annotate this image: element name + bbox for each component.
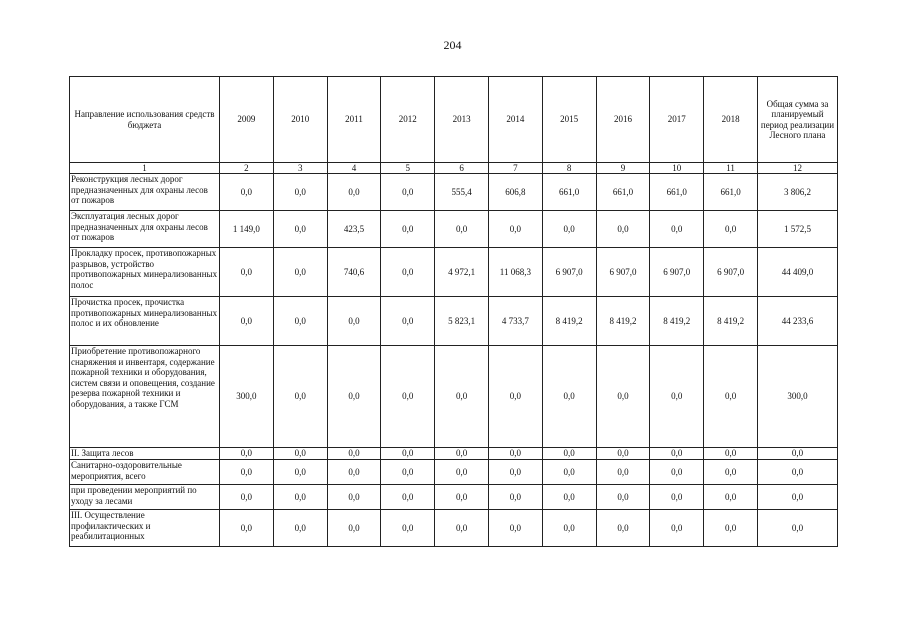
year-value-cell: 0,0: [273, 346, 327, 448]
year-value-cell: 0,0: [542, 346, 596, 448]
column-header-direction: Направление использования средств бюджета: [70, 77, 220, 163]
column-header-year: 2016: [596, 77, 650, 163]
column-number: 9: [596, 163, 650, 174]
row-direction-label: Санитарно-оздоровительные мероприятия, всего: [70, 460, 220, 485]
row-direction-label: при проведении мероприятий по уходу за лесами: [70, 485, 220, 510]
year-value-cell: 0,0: [488, 448, 542, 460]
column-header-year: 2009: [220, 77, 274, 163]
year-value-cell: 0,0: [435, 485, 489, 510]
year-value-cell: 8 419,2: [596, 297, 650, 346]
year-value-cell: 0,0: [220, 510, 274, 547]
year-value-cell: 4 733,7: [488, 297, 542, 346]
year-value-cell: 0,0: [327, 448, 381, 460]
total-cell: 1 572,5: [757, 211, 837, 248]
year-value-cell: 0,0: [273, 448, 327, 460]
year-value-cell: 0,0: [327, 485, 381, 510]
year-value-cell: 0,0: [704, 211, 758, 248]
total-cell: 44 233,6: [757, 297, 837, 346]
year-value-cell: 0,0: [435, 448, 489, 460]
year-value-cell: 0,0: [273, 485, 327, 510]
table-row: [70, 346, 838, 448]
year-value-cell: 555,4: [435, 174, 489, 211]
column-number: 12: [757, 163, 837, 174]
year-value-cell: 0,0: [327, 346, 381, 448]
total-cell: 44 409,0: [757, 248, 837, 297]
year-value-cell: 0,0: [704, 460, 758, 485]
table-row: [70, 485, 838, 510]
header-row: [70, 77, 838, 163]
total-cell: 0,0: [757, 485, 837, 510]
column-header-year: 2013: [435, 77, 489, 163]
table-row: [70, 510, 838, 547]
year-value-cell: 0,0: [381, 460, 435, 485]
column-header-year: 2011: [327, 77, 381, 163]
row-direction-label: Реконструкция лесных дорог предназначенных для охраны лесов от пожаров: [70, 174, 220, 211]
year-value-cell: 0,0: [327, 174, 381, 211]
year-value-cell: 0,0: [488, 460, 542, 485]
total-cell: 3 806,2: [757, 174, 837, 211]
column-number: 5: [381, 163, 435, 174]
year-value-cell: 0,0: [220, 460, 274, 485]
year-value-cell: 0,0: [381, 346, 435, 448]
year-value-cell: 661,0: [596, 174, 650, 211]
column-number: 4: [327, 163, 381, 174]
year-value-cell: 740,6: [327, 248, 381, 297]
year-value-cell: 0,0: [488, 485, 542, 510]
year-value-cell: 0,0: [488, 346, 542, 448]
table-row: [70, 211, 838, 248]
year-value-cell: 0,0: [596, 460, 650, 485]
year-value-cell: 0,0: [220, 485, 274, 510]
column-number: 7: [488, 163, 542, 174]
year-value-cell: 0,0: [542, 460, 596, 485]
year-value-cell: 0,0: [435, 346, 489, 448]
year-value-cell: 0,0: [273, 297, 327, 346]
column-number: 8: [542, 163, 596, 174]
year-value-cell: 6 907,0: [542, 248, 596, 297]
column-header-year: 2017: [650, 77, 704, 163]
column-header-year: 2015: [542, 77, 596, 163]
row-direction-label: III. Осуществление профилактических и реабилитационных: [70, 510, 220, 547]
year-value-cell: 0,0: [220, 174, 274, 211]
year-value-cell: 0,0: [650, 510, 704, 547]
year-value-cell: 0,0: [596, 346, 650, 448]
year-value-cell: 5 823,1: [435, 297, 489, 346]
row-direction-label: Прокладку просек, противопожарных разрывов, устройство противопожарных минерализованных полос: [70, 248, 220, 297]
year-value-cell: 0,0: [435, 510, 489, 547]
year-value-cell: 0,0: [220, 248, 274, 297]
year-value-cell: 0,0: [327, 460, 381, 485]
year-value-cell: 0,0: [381, 248, 435, 297]
year-value-cell: 0,0: [650, 485, 704, 510]
table-row: [70, 460, 838, 485]
year-value-cell: 0,0: [435, 211, 489, 248]
column-number: 2: [220, 163, 274, 174]
year-value-cell: 661,0: [704, 174, 758, 211]
year-value-cell: 0,0: [542, 448, 596, 460]
year-value-cell: 8 419,2: [704, 297, 758, 346]
year-value-cell: 0,0: [273, 248, 327, 297]
year-value-cell: 0,0: [220, 448, 274, 460]
column-number: 10: [650, 163, 704, 174]
year-value-cell: 0,0: [704, 510, 758, 547]
year-value-cell: 0,0: [650, 448, 704, 460]
year-value-cell: 0,0: [542, 485, 596, 510]
row-direction-label: Прочистка просек, прочистка противопожарных минерализованных полос и их обновление: [70, 297, 220, 346]
row-direction-label: II. Защита лесов: [70, 448, 220, 460]
column-header-year: 2018: [704, 77, 758, 163]
year-value-cell: 0,0: [273, 460, 327, 485]
year-value-cell: 0,0: [273, 510, 327, 547]
column-number: 11: [704, 163, 758, 174]
column-number: 6: [435, 163, 489, 174]
total-cell: 0,0: [757, 460, 837, 485]
year-value-cell: 1 149,0: [220, 211, 274, 248]
total-cell: 300,0: [757, 346, 837, 448]
table-row: [70, 448, 838, 460]
year-value-cell: 661,0: [542, 174, 596, 211]
year-value-cell: 423,5: [327, 211, 381, 248]
column-header-total: Общая сумма за планируемый период реализации Лесного плана: [757, 77, 837, 163]
column-header-year: 2010: [273, 77, 327, 163]
year-value-cell: 0,0: [704, 448, 758, 460]
column-header-year: 2014: [488, 77, 542, 163]
year-value-cell: 0,0: [596, 485, 650, 510]
year-value-cell: 0,0: [220, 297, 274, 346]
table-row: [70, 297, 838, 346]
column-number: 1: [70, 163, 220, 174]
year-value-cell: 6 907,0: [650, 248, 704, 297]
year-value-cell: 0,0: [488, 211, 542, 248]
year-value-cell: 6 907,0: [704, 248, 758, 297]
column-number: 3: [273, 163, 327, 174]
year-value-cell: 0,0: [273, 174, 327, 211]
year-value-cell: 0,0: [327, 510, 381, 547]
year-value-cell: 661,0: [650, 174, 704, 211]
year-value-cell: 0,0: [650, 346, 704, 448]
column-number-row: [70, 163, 838, 174]
row-direction-label: Приобретение противопожарного снаряжения и инвентаря, содержание пожарной техники и оборудования, систем связи и оповещения, создание резерва пожарной техники и оборудования, а также ГСМ: [70, 346, 220, 448]
table-row: [70, 174, 838, 211]
page-number: 204: [443, 38, 462, 52]
year-value-cell: 0,0: [381, 211, 435, 248]
year-value-cell: 0,0: [381, 485, 435, 510]
budget-table: [69, 76, 838, 547]
row-direction-label: Эксплуатация лесных дорог предназначенных для охраны лесов от пожаров: [70, 211, 220, 248]
year-value-cell: 0,0: [596, 211, 650, 248]
year-value-cell: 0,0: [596, 448, 650, 460]
total-cell: 0,0: [757, 448, 837, 460]
year-value-cell: 0,0: [542, 510, 596, 547]
year-value-cell: 0,0: [381, 448, 435, 460]
year-value-cell: 0,0: [327, 297, 381, 346]
year-value-cell: 606,8: [488, 174, 542, 211]
year-value-cell: 0,0: [542, 211, 596, 248]
table-body: [70, 174, 838, 547]
year-value-cell: 0,0: [488, 510, 542, 547]
year-value-cell: 0,0: [381, 174, 435, 211]
total-cell: 0,0: [757, 510, 837, 547]
year-value-cell: 8 419,2: [650, 297, 704, 346]
table-row: [70, 248, 838, 297]
year-value-cell: 0,0: [381, 297, 435, 346]
year-value-cell: 300,0: [220, 346, 274, 448]
column-header-year: 2012: [381, 77, 435, 163]
year-value-cell: 0,0: [381, 510, 435, 547]
year-value-cell: 4 972,1: [435, 248, 489, 297]
year-value-cell: 11 068,3: [488, 248, 542, 297]
year-value-cell: 0,0: [273, 211, 327, 248]
year-value-cell: 0,0: [650, 211, 704, 248]
year-value-cell: 0,0: [435, 460, 489, 485]
year-value-cell: 0,0: [650, 460, 704, 485]
year-value-cell: 0,0: [596, 510, 650, 547]
year-value-cell: 0,0: [704, 346, 758, 448]
year-value-cell: 6 907,0: [596, 248, 650, 297]
year-value-cell: 8 419,2: [542, 297, 596, 346]
year-value-cell: 0,0: [704, 485, 758, 510]
